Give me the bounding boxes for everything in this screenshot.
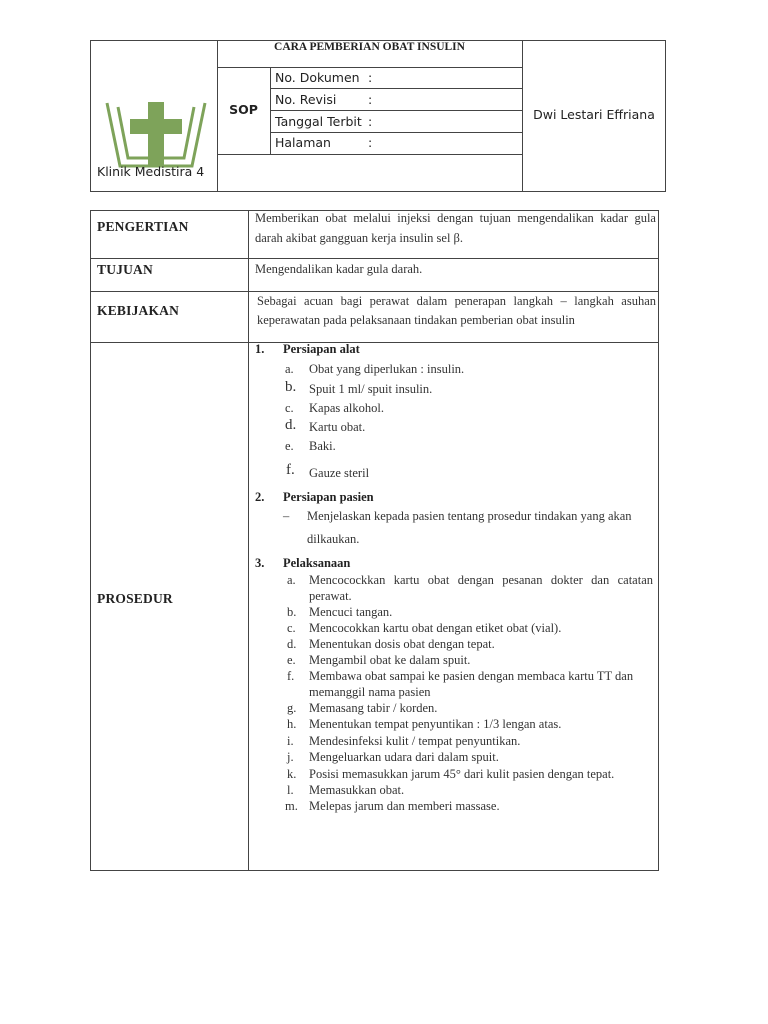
alat-marker: f. — [286, 462, 295, 478]
field-no-dokumen-sep: : — [368, 70, 373, 85]
alat-item: Spuit 1 ml/ spuit insulin. — [309, 382, 433, 396]
pengertian-text-line1: Memberikan obat melalui injeksi dengan tujuan mengendalikan kadar gula — [255, 211, 656, 225]
field-halaman-label: Halaman — [275, 135, 331, 150]
pelaksanaan-item: Memasang tabir / korden. — [309, 701, 438, 715]
pasien-dash: – — [283, 509, 290, 523]
pelaksanaan-item-cont: memanggil nama pasien — [309, 685, 431, 699]
pelaksanaan-marker: c. — [287, 621, 296, 635]
pengertian-text-line2: darah akibat gangguan kerja insulin sel β. — [255, 231, 464, 245]
kebijakan-text-line1: Sebagai acuan bagi perawat dalam penerapan langkah – langkah asuhan — [257, 294, 656, 308]
pelaksanaan-item: Melepas jarum dan memberi massase. — [309, 799, 500, 813]
section-3-number: 3. — [255, 556, 265, 570]
alat-marker: d. — [285, 417, 297, 433]
pelaksanaan-item: Menentukan tempat penyuntikan : 1/3 lengan atas. — [309, 717, 562, 731]
pelaksanaan-marker: k. — [287, 767, 297, 781]
pelaksanaan-item: Mencocokkan kartu obat dengan etiket obat (vial). — [309, 621, 562, 635]
section-3-title: Pelaksanaan — [283, 556, 351, 570]
alat-item: Kapas alkohol. — [309, 401, 384, 415]
field-tanggal-terbit-sep: : — [368, 114, 373, 129]
section-1-number: 1. — [255, 342, 265, 356]
content-col-divider — [248, 210, 249, 871]
section-2-title: Persiapan pasien — [283, 490, 374, 504]
pelaksanaan-marker: f. — [287, 669, 295, 683]
pelaksanaan-item: Memasukkan obat. — [309, 783, 405, 797]
alat-item: Kartu obat. — [309, 420, 366, 434]
pelaksanaan-marker: b. — [287, 605, 297, 619]
field-no-dokumen-label: No. Dokumen — [275, 70, 360, 85]
pelaksanaan-item: Membawa obat sampai ke pasien dengan membaca kartu TT dan — [309, 669, 634, 683]
pelaksanaan-item: Mencocockkan kartu obat dengan pesanan dokter dan catatan — [309, 573, 653, 587]
content-row-divider-1 — [90, 258, 659, 259]
alat-marker: c. — [285, 401, 294, 415]
header-hline-4 — [270, 132, 522, 133]
pelaksanaan-marker: d. — [287, 637, 297, 651]
header-hline-1 — [217, 67, 522, 68]
field-halaman-sep: : — [368, 135, 373, 150]
field-no-revisi-label: No. Revisi — [275, 92, 337, 107]
pelaksanaan-item: Posisi memasukkan jarum 45° dari kulit pasien dengan tepat. — [309, 767, 615, 781]
row-label-prosedur: PROSEDUR — [97, 591, 173, 606]
section-1-title: Persiapan alat — [283, 342, 360, 356]
pelaksanaan-item: Mendesinfeksi kulit / tempat penyuntikan. — [309, 734, 521, 748]
pelaksanaan-marker: m. — [285, 799, 298, 813]
field-tanggal-terbit-label: Tanggal Terbit — [275, 114, 362, 129]
content-row-divider-2 — [90, 291, 659, 292]
pelaksanaan-item-cont: perawat. — [309, 589, 352, 603]
pelaksanaan-item: Mengambil obat ke dalam spuit. — [309, 653, 471, 667]
row-label-pengertian: PENGERTIAN — [97, 219, 189, 234]
content-row-divider-3 — [90, 342, 659, 343]
alat-item: Baki. — [309, 439, 336, 453]
alat-item: Obat yang diperlukan : insulin. — [309, 362, 465, 376]
sop-label: SOP — [229, 102, 258, 117]
pasien-text-line2: dilkaukan. — [307, 532, 360, 546]
pelaksanaan-marker: h. — [287, 717, 297, 731]
alat-marker: e. — [285, 439, 294, 453]
header-hline-5 — [217, 154, 522, 155]
kebijakan-text-line2: keperawatan pada pelaksanaan tindakan pemberian obat insulin — [257, 313, 575, 327]
pelaksanaan-item: Mengeluarkan udara dari dalam spuit. — [309, 750, 499, 764]
pelaksanaan-marker: a. — [287, 573, 296, 587]
pelaksanaan-marker: e. — [287, 653, 296, 667]
clinic-logo-icon — [104, 100, 208, 168]
pelaksanaan-marker: g. — [287, 701, 297, 715]
header-hline-2 — [270, 88, 522, 89]
pelaksanaan-marker: j. — [287, 750, 294, 764]
pasien-text-line1: Menjelaskan kepada pasien tentang prosedur tindakan yang akan — [307, 509, 632, 523]
row-label-kebijakan: KEBIJAKAN — [97, 303, 180, 318]
document-title: CARA PEMBERIAN OBAT INSULIN — [274, 41, 465, 53]
header-hline-3 — [270, 110, 522, 111]
author-name: Dwi Lestari Effriana — [533, 107, 655, 122]
alat-marker: a. — [285, 362, 294, 376]
alat-item: Gauze steril — [309, 466, 370, 480]
field-no-revisi-sep: : — [368, 92, 373, 107]
pelaksanaan-item: Mencuci tangan. — [309, 605, 393, 619]
alat-marker: b. — [285, 379, 297, 395]
section-2-number: 2. — [255, 490, 265, 504]
pelaksanaan-item: Menentukan dosis obat dengan tepat. — [309, 637, 495, 651]
clinic-name: Klinik Medistira 4 — [97, 164, 205, 179]
row-label-tujuan: TUJUAN — [97, 262, 153, 277]
pelaksanaan-marker: l. — [287, 783, 294, 797]
pelaksanaan-marker: i. — [287, 734, 294, 748]
tujuan-text: Mengendalikan kadar gula darah. — [255, 262, 423, 276]
